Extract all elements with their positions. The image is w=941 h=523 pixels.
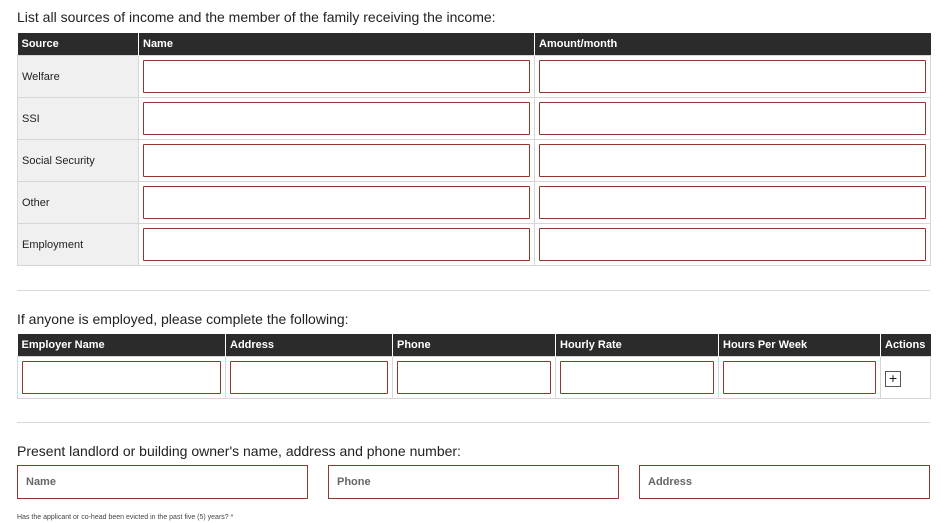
income-row-social-security	[18, 140, 931, 182]
column-header-phone: Phone	[393, 334, 556, 357]
employer-address-input[interactable]	[230, 361, 388, 394]
landlord-phone-input[interactable]	[328, 465, 619, 499]
social-security-name-input[interactable]	[143, 144, 530, 177]
landlord-name-input[interactable]	[17, 465, 308, 499]
employment-table-header	[18, 334, 931, 357]
eviction-question: Has the applicant or co-head been evicted in the past five (5) years? *	[17, 514, 234, 521]
source-label: Employment	[18, 224, 139, 266]
column-header-rate: Hourly Rate	[556, 334, 719, 357]
employment-heading: If anyone is employed, please complete the following:	[17, 311, 349, 327]
column-header-address: Address	[226, 334, 393, 357]
income-table-header	[18, 33, 931, 56]
column-header-hours: Hours Per Week	[719, 334, 881, 357]
ssi-amount-input[interactable]	[539, 102, 926, 135]
employer-phone-input[interactable]	[397, 361, 551, 394]
social-security-amount-input[interactable]	[539, 144, 926, 177]
income-heading: List all sources of income and the member of the family receiving the income:	[17, 9, 496, 25]
income-row-welfare	[18, 56, 931, 98]
landlord-address-input[interactable]	[639, 465, 930, 499]
ssi-name-input[interactable]	[143, 102, 530, 135]
column-header-actions: Actions	[881, 334, 931, 357]
column-header-source: Source	[18, 33, 139, 56]
column-header-employer: Employer Name	[18, 334, 226, 357]
source-label: Welfare	[18, 56, 139, 98]
employment-amount-input[interactable]	[539, 228, 926, 261]
hours-per-week-input[interactable]	[723, 361, 876, 394]
other-name-input[interactable]	[143, 186, 530, 219]
employment-name-input[interactable]	[143, 228, 530, 261]
section-divider	[17, 290, 930, 291]
income-table	[17, 33, 931, 266]
source-label: Social Security	[18, 140, 139, 182]
source-label: SSI	[18, 98, 139, 140]
welfare-amount-input[interactable]	[539, 60, 926, 93]
other-amount-input[interactable]	[539, 186, 926, 219]
welfare-name-input[interactable]	[143, 60, 530, 93]
income-row-other	[18, 182, 931, 224]
add-employer-button[interactable]: +	[885, 371, 901, 387]
column-header-amount: Amount/month	[535, 33, 931, 56]
column-header-name: Name	[139, 33, 535, 56]
section-divider	[17, 422, 930, 423]
income-row-ssi	[18, 98, 931, 140]
income-row-employment	[18, 224, 931, 266]
landlord-heading: Present landlord or building owner's name, address and phone number:	[17, 443, 461, 459]
employment-table	[17, 334, 931, 399]
employer-name-input[interactable]	[22, 361, 221, 394]
employment-row	[18, 357, 931, 399]
source-label: Other	[18, 182, 139, 224]
hourly-rate-input[interactable]	[560, 361, 714, 394]
